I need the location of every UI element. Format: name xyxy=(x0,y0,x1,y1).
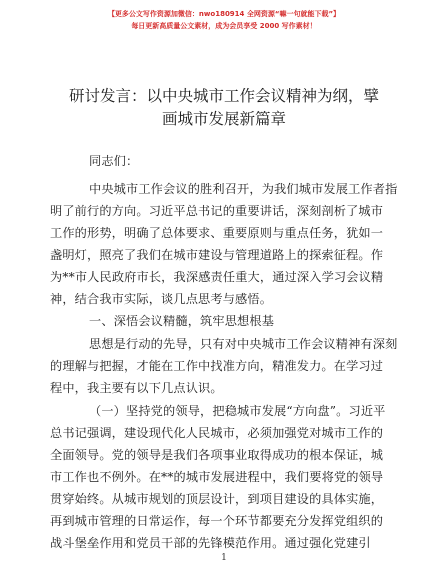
salutation: 同志们： xyxy=(89,154,139,168)
paragraph-line: 战斗堡垒作用和党员干部的先锋模范作用。通过强化党建引 xyxy=(50,536,371,550)
paragraph-line: 思想是行动的先导，只有对中央城市工作会议精神有深刻 xyxy=(89,337,398,351)
document-title-line-1: 研讨发言：以中央城市工作会议精神为纲，擘 xyxy=(68,87,379,105)
paragraph-line: 贯穿始终。从城市规划的顶层设计，到项目建设的具体实施， xyxy=(50,492,384,506)
paragraph-line: 为**市人民政府市长，我深感责任重大，通过深入学习会议精 xyxy=(50,270,384,284)
paragraph-line: 总书记强调，建设现代化人民城市，必须加强党对城市工作的 xyxy=(50,426,384,440)
paragraph-line: 中央城市工作会议的胜利召开，为我们城市发展工作者指 xyxy=(89,182,398,196)
promo-banner-line-1: 【更多公文写作资源加微信：nwo180914 全网资源“嘛一句就能下载”】 xyxy=(107,10,341,18)
paragraph-line: 程中，我主要有以下几点认识。 xyxy=(50,381,223,395)
paragraph-line: 全面领导。党的领导是我们各项事业取得成功的根本保证，城 xyxy=(50,448,384,462)
subsection-heading: （一）坚持党的领导，把稳城市发展“方向盘”。习近平 xyxy=(89,404,386,418)
paragraph-line: 明了前行的方向。习近平总书记的重要讲话，深刻剖析了城市 xyxy=(50,204,384,218)
paragraph-line: 的理解与把握，才能在工作中找准方向，精准发力。在学习过 xyxy=(50,359,384,373)
paragraph-line: 市工作也不例外。在**的城市发展进程中，我们要将党的领导 xyxy=(50,470,384,484)
promo-banner-line-2: 每日更新高质量公文素材，成为会员享受 2000 写作素材！ xyxy=(131,22,317,30)
paragraph-line: 神，结合我市实际，谈几点思考与感悟。 xyxy=(50,292,273,306)
paragraph-line: 盏明灯，照亮了我们在城市建设与管理道路上的探索征程。作 xyxy=(50,248,384,262)
document-title-line-2: 画城市发展新篇章 xyxy=(161,110,286,128)
page-number: 1 xyxy=(221,553,227,563)
paragraph-line: 再到城市管理的日常运作，每一个环节都要充分发挥党组织的 xyxy=(50,514,384,528)
section-heading: 一、深悟会议精髓，筑牢思想根基 xyxy=(89,314,275,328)
paragraph-line: 工作的形势，明确了总体要求、重要原则与重点任务，犹如一 xyxy=(50,226,384,240)
